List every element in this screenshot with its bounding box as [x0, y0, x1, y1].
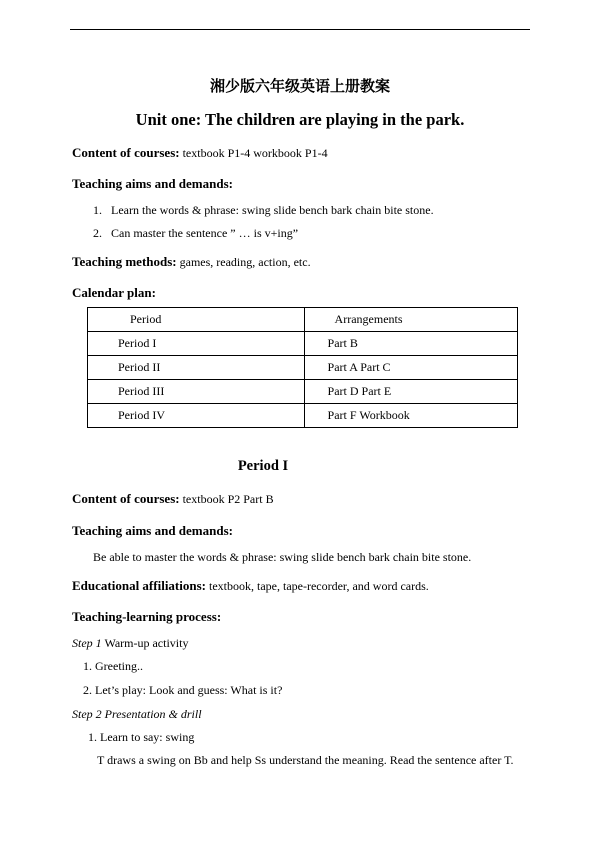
list-item [88, 730, 194, 745]
affiliations-value: textbook, tape, tape-recorder, and word cards. [206, 579, 429, 593]
period-aims-heading: Teaching aims and demands: [72, 523, 233, 538]
aim-number: 1. [93, 203, 102, 217]
methods-value: games, reading, action, etc. [176, 255, 311, 269]
period-content-value: textbook P2 Part B [179, 492, 274, 506]
calendar-table [87, 307, 518, 428]
document-title-chinese: 湘少版六年级英语上册教案 [209, 77, 390, 95]
column-header-arrangements: Arrangements [304, 308, 517, 332]
methods-label: Teaching methods: [72, 254, 177, 269]
educational-affiliations [72, 578, 429, 594]
period-cell: Period I [88, 332, 305, 356]
table-row [88, 356, 518, 380]
process-heading: Teaching-learning process: [72, 609, 222, 624]
period-aims-text: Be able to master the words & phrase: swing slide bench bark chain bite stone. [93, 550, 472, 564]
step1-label: Step 1 [72, 636, 102, 650]
aim-item [93, 226, 298, 241]
table-row [88, 404, 518, 428]
step1-line [72, 636, 188, 651]
list-number: 1. [88, 730, 97, 744]
aims-heading: Teaching aims and demands: [72, 176, 233, 191]
content-label: Content of courses: [72, 145, 180, 160]
unit-title: Unit one: The children are playing in the park. [135, 110, 465, 129]
list-number: 1. [83, 659, 92, 673]
aim-text: Can master the sentence ” … is v+ing” [111, 226, 299, 240]
column-header-period: Period [88, 308, 305, 332]
list-item [83, 659, 143, 674]
table-row [88, 380, 518, 404]
arrangement-cell: Part D Part E [304, 380, 517, 404]
affiliations-label: Educational affiliations: [72, 578, 206, 593]
period-cell: Period III [88, 380, 305, 404]
list-text: Greeting.. [92, 659, 143, 673]
list-text: Learn to say: swing [97, 730, 195, 744]
top-rule [70, 29, 530, 30]
table-header-row [88, 308, 518, 332]
arrangement-cell: Part A Part C [304, 356, 517, 380]
step2-line: Step 2 Presentation & drill [72, 707, 202, 721]
period-cell: Period II [88, 356, 305, 380]
table-row [88, 332, 518, 356]
calendar-heading: Calendar plan: [72, 285, 156, 300]
list-text: Let’s play: Look and guess: What is it? [92, 683, 283, 697]
teaching-methods [72, 254, 311, 270]
step2-description: T draws a swing on Bb and help Ss understand the meaning. Read the sentence after T. [97, 753, 514, 767]
step1-text: Warm-up activity [101, 636, 189, 650]
arrangement-cell: Part F Workbook [304, 404, 517, 428]
aim-item [93, 203, 434, 218]
period-content-of-courses [72, 491, 274, 507]
aim-text: Learn the words & phrase: swing slide bench bark chain bite stone. [111, 203, 434, 217]
content-value: textbook P1-4 workbook P1-4 [179, 146, 328, 160]
list-item [83, 683, 282, 698]
period-title: Period I [237, 458, 289, 474]
arrangement-cell: Part B [304, 332, 517, 356]
period-content-label: Content of courses: [72, 491, 180, 506]
content-of-courses [72, 145, 328, 161]
list-number: 2. [83, 683, 92, 697]
aim-number: 2. [93, 226, 102, 240]
period-cell: Period IV [88, 404, 305, 428]
